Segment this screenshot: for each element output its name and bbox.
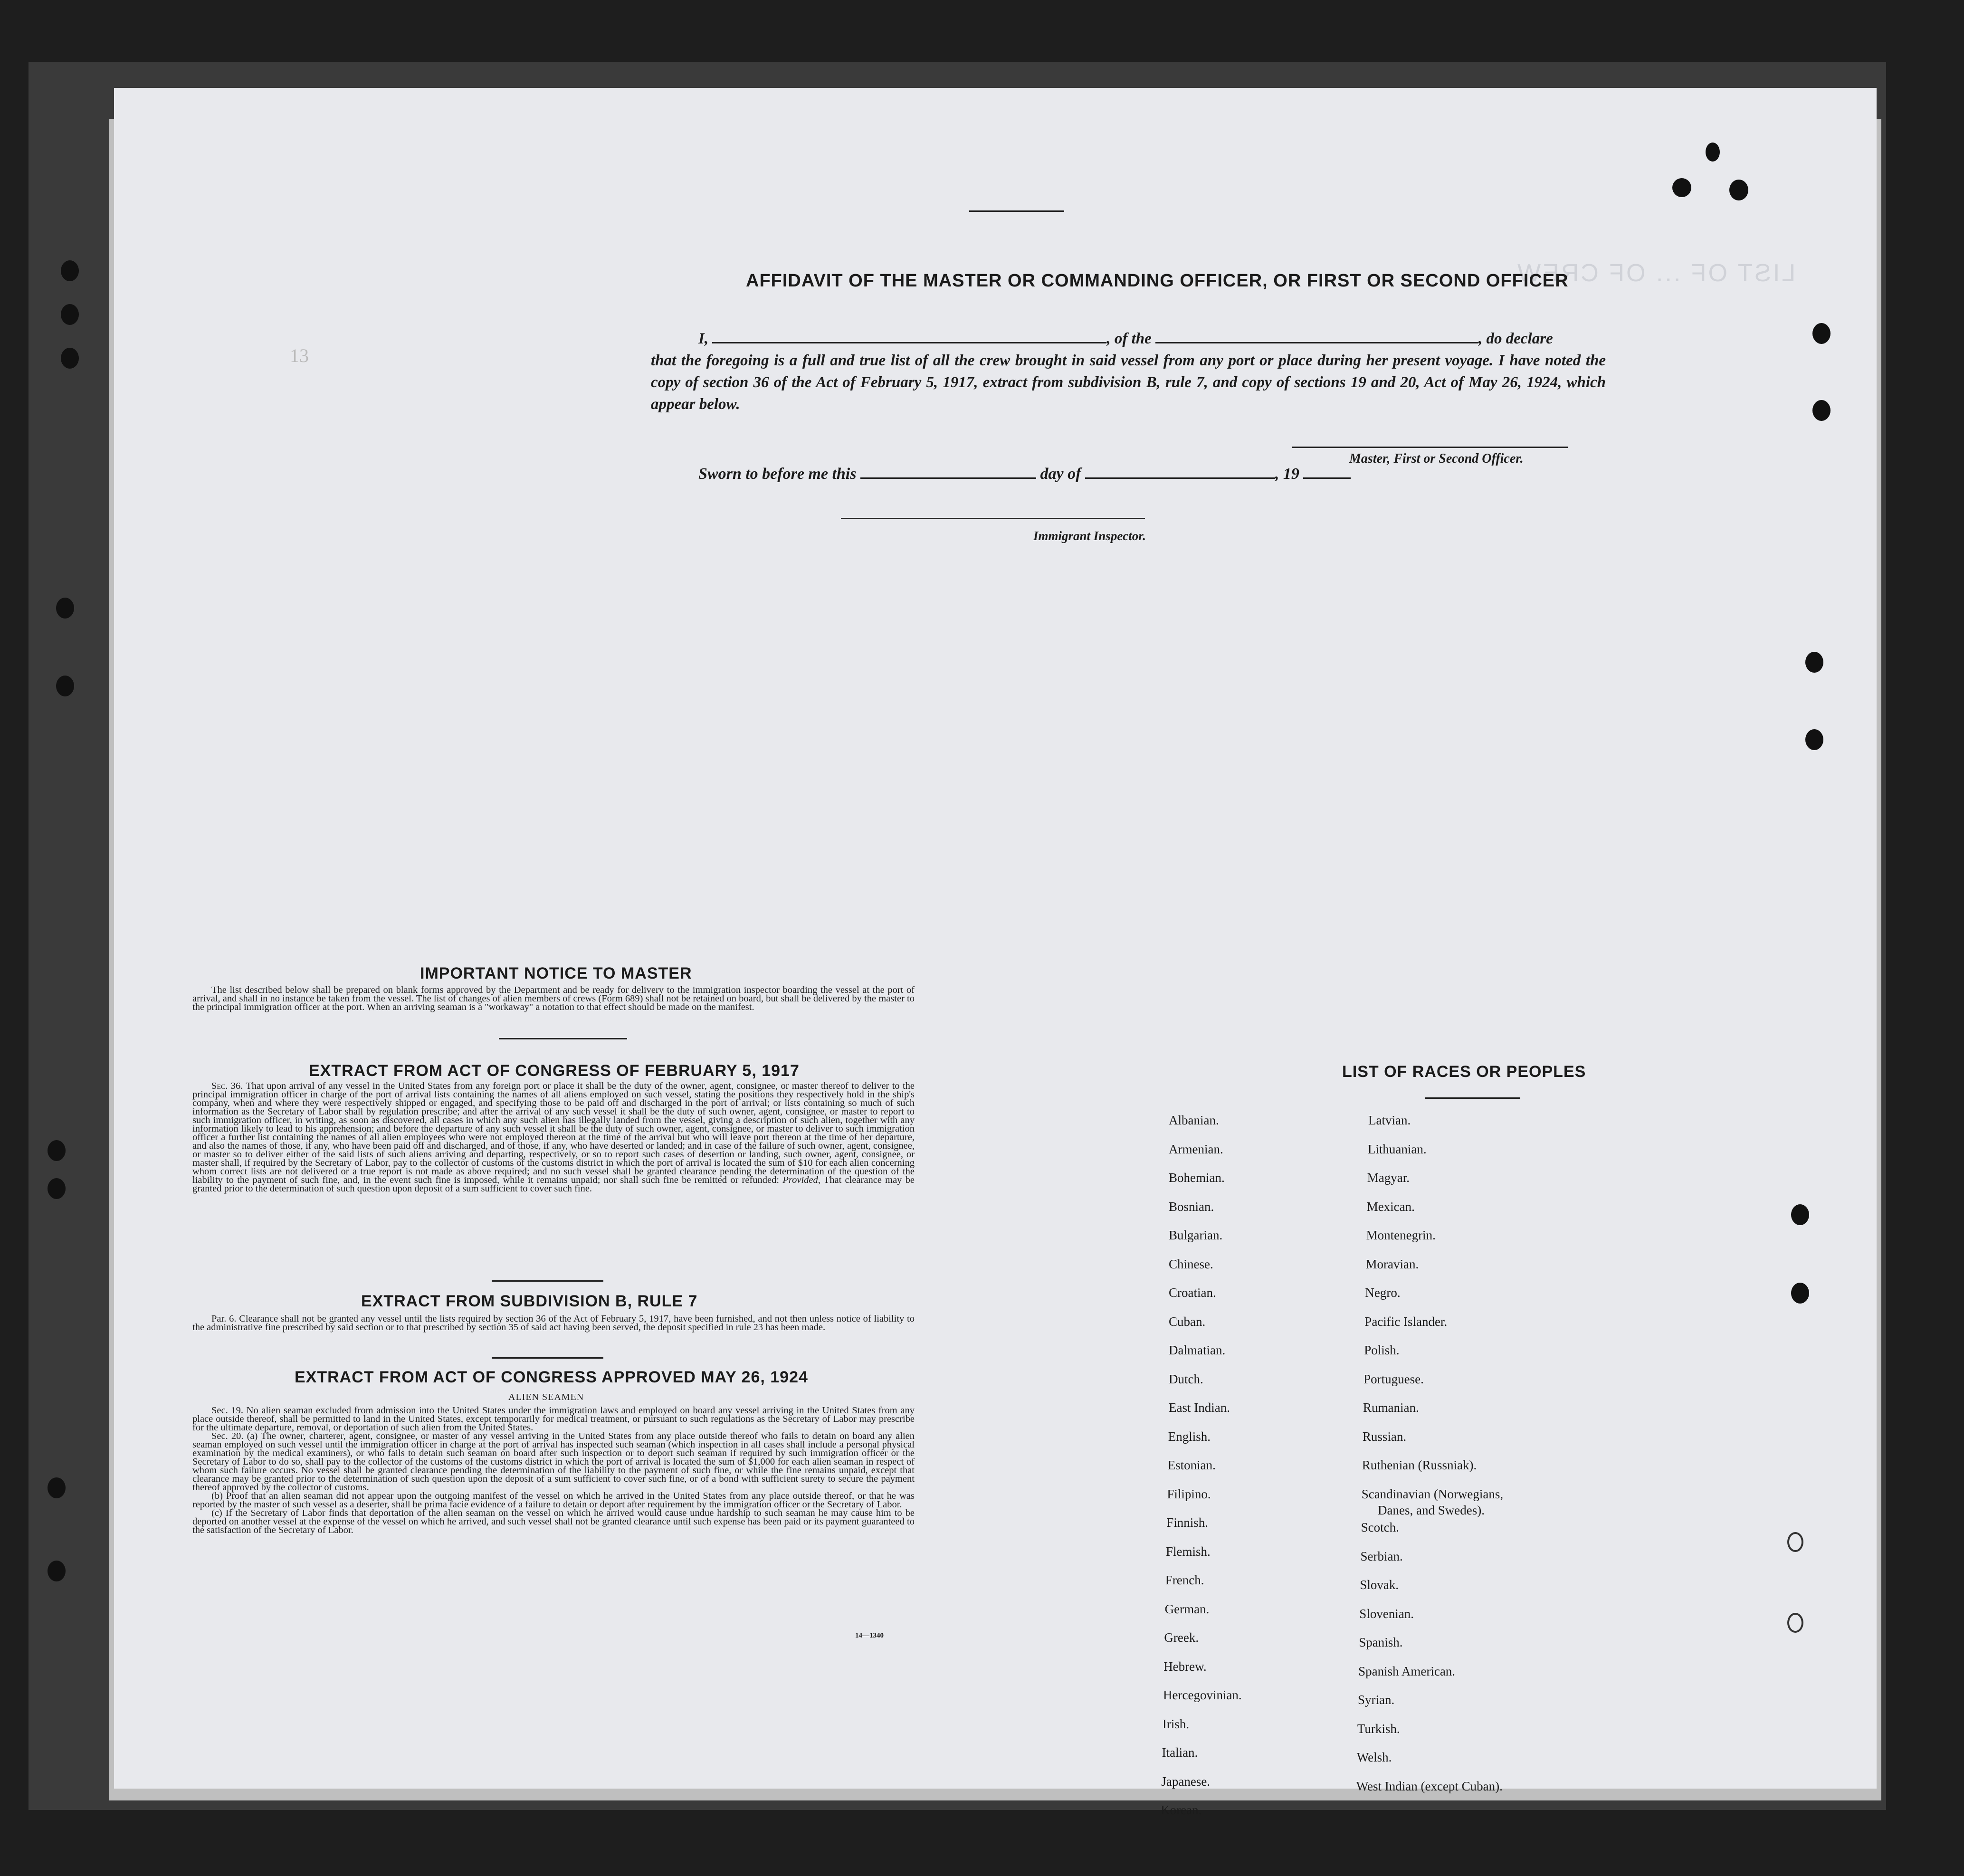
punch-hole xyxy=(1812,323,1831,344)
race-item: Russian. xyxy=(1362,1429,1407,1444)
race-item: Albanian. xyxy=(1169,1113,1219,1127)
punch-hole xyxy=(1706,143,1720,162)
punch-hole xyxy=(48,1477,66,1498)
races-title: LIST OF RACES OR PEOPLES xyxy=(1342,1063,1586,1081)
punch-hole xyxy=(48,1178,66,1199)
race-item: Bohemian. xyxy=(1169,1171,1225,1185)
race-item: Dutch. xyxy=(1169,1371,1203,1386)
race-item: Finnish. xyxy=(1166,1515,1208,1530)
race-item: Welsh. xyxy=(1356,1750,1392,1764)
of-the-label: , of the xyxy=(1106,330,1152,347)
punch-hole xyxy=(61,304,79,325)
punch-hole xyxy=(48,1561,66,1581)
extract-1917-title: EXTRACT FROM ACT OF CONGRESS OF FEBRUARY 5, 1917 xyxy=(309,1062,800,1080)
race-item: Chinese. xyxy=(1169,1257,1213,1271)
day-of-label: day of xyxy=(1040,465,1081,483)
race-item: Estonian. xyxy=(1167,1458,1216,1472)
provided-label: Provided, xyxy=(782,1175,820,1185)
race-item: Dalmatian. xyxy=(1169,1343,1226,1357)
extract-1917-text xyxy=(192,1082,915,1193)
race-item: West Indian (except Cuban). xyxy=(1356,1779,1503,1793)
punch-hole xyxy=(1805,652,1823,673)
punch-hole xyxy=(1805,729,1823,750)
extract-1924-text xyxy=(192,1406,915,1534)
rule7-title: EXTRACT FROM SUBDIVISION B, RULE 7 xyxy=(361,1292,698,1310)
form-number: 14—1340 xyxy=(855,1632,884,1639)
race-item: Negro. xyxy=(1365,1286,1401,1300)
document-page xyxy=(114,88,1877,1817)
races-rule xyxy=(1425,1097,1520,1099)
punch-hole xyxy=(61,348,79,369)
race-item: Lithuanian. xyxy=(1367,1142,1427,1156)
page-marker: 13 xyxy=(290,345,309,366)
sworn-year-blank[interactable] xyxy=(1303,463,1351,479)
race-item: French. xyxy=(1165,1573,1204,1587)
punch-hole xyxy=(1672,178,1691,197)
bleed-through-text: LIST OF ... OF CREW xyxy=(1516,259,1796,287)
sec-20c-text: (c) If the Secretary of Labor finds that deportation of the alien seaman on the vessel on which he arrived would cause undue hardship to such seaman he may cause him to be deported on another vessel at the expense of the vessel on which he arrived, and such vessel shall not be granted clearance until such expense has been paid or its payment guaranteed to the satisfaction of the Secretary of Labor. xyxy=(192,1508,915,1535)
title-rule xyxy=(969,210,1064,212)
sec-20a-text: Sec. 20. (a) The owner, charterer, agent, consignee, or master of any vessel arriving in the United States from any place outside thereof who fails to detain on board any alien seaman employed on such vessel until the immigration officer in charge at the port of arrival has inspected such seaman (which inspection in all cases shall include a personal physical examination by the medical examiners), or who fails to detain such seaman on board after such inspection or to deport such seaman if required by such immigration officer or the Secretary of Labor to do so, shall pay to the collector of the customs of the customs district in which the port of arrival is located the sum of $1,000 for each alien seaman in respect of whom such failure occurs. No vessel shall be granted clearance pending the determination of the liability to the payment of such fine, or while the fine remains unpaid, except that clearance may be granted prior to the determination of such question upon the deposit of a sum sufficient to cover such fine, or of a bond with sufficient surety to secure the payment thereof approved by the collector of customs. xyxy=(192,1431,915,1493)
notice-text: The list described below shall be prepared on blank forms approved by the Department and be ready for delivery to the immigration inspector boarding the vessel at the port of arrival, and shall in no instance be taken from the vessel. The list of changes of alien members of crews (Form 689) shall not be retained on board, but shall be delivered by the master to the principal immigration officer at the port. When an arriving seaman is a "workaway" a notation to that effect should be made on the manifest. xyxy=(192,985,915,1012)
race-item: Croatian. xyxy=(1169,1286,1216,1300)
race-item: Serbian. xyxy=(1360,1549,1403,1563)
inspector-label: Immigrant Inspector. xyxy=(1033,529,1146,543)
race-item: Hebrew. xyxy=(1163,1659,1207,1674)
affidavit-body xyxy=(651,328,1606,415)
extract-1924-title: EXTRACT FROM ACT OF CONGRESS APPROVED MAY 26, 1924 xyxy=(295,1368,808,1386)
race-item: Armenian. xyxy=(1169,1142,1223,1156)
year-label: , 19 xyxy=(1275,465,1299,483)
punch-hole xyxy=(1791,1204,1809,1225)
rule7-rule xyxy=(492,1357,603,1359)
affidavit-text: that the foregoing is a full and true list of all the crew brought in said vessel from any port or place during her present voyage. I have noted the copy of section 36 of the Act of February 5, 1917, extract from subdivision B, rule 7, and copy of sections 19 and 20, Act of May 26, 1924, which appear below. xyxy=(651,352,1606,413)
i-label: I, xyxy=(698,330,709,347)
race-item: Ruthenian (Russniak). xyxy=(1362,1458,1477,1472)
punch-hole xyxy=(56,676,74,696)
race-item: German. xyxy=(1164,1601,1210,1616)
race-item: Spanish American. xyxy=(1358,1664,1456,1678)
name-blank[interactable] xyxy=(712,328,1106,343)
sec-20b-text: (b) Proof that an alien seaman did not appear upon the outgoing manifest of the vessel on which he arrived in the United States from any place outside thereof, or that he was reported by the master of such vessel as a deserter, shall be prima facie evidence of a failure to detain or deport after requirement by the immigration officer or the Secretary of Labor. xyxy=(192,1491,915,1510)
race-item: Turkish. xyxy=(1357,1721,1400,1736)
race-item: Polish. xyxy=(1364,1343,1400,1357)
affidavit-title: AFFIDAVIT OF THE MASTER OR COMMANDING OFFICER, OR FIRST OR SECOND OFFICER xyxy=(746,271,1569,291)
race-item: Slovak. xyxy=(1360,1578,1399,1592)
race-item: Scandinavian (Norwegians, xyxy=(1361,1486,1504,1501)
race-item: Rumanian. xyxy=(1363,1400,1419,1415)
race-item: Slovenian. xyxy=(1359,1606,1414,1621)
race-item: Montenegrin. xyxy=(1366,1228,1436,1242)
vessel-blank[interactable] xyxy=(1155,328,1478,343)
race-item: Korean. xyxy=(1161,1803,1202,1817)
race-item: Bosnian. xyxy=(1169,1199,1214,1214)
sec-36-label: Sec. 36. xyxy=(211,1081,243,1091)
race-item: Greek. xyxy=(1164,1630,1199,1645)
sworn-line xyxy=(698,463,1351,483)
race-item: Cuban. xyxy=(1169,1314,1206,1329)
race-item: Danes, and Swedes). xyxy=(1378,1503,1485,1517)
rule7-text: Par. 6. Clearance shall not be granted any vessel until the lists required by section 36 of the Act of February 5, 1917, have been furnished, and not then unless notice of liability to the administrative fine prescribed by said section or to that prescribed by section 35 of said act having been served, the deposit specified in rule 23 has been made. xyxy=(192,1314,915,1333)
race-item: Scotch. xyxy=(1361,1520,1399,1534)
master-signature-line[interactable] xyxy=(1292,447,1568,448)
race-item: Pacific Islander. xyxy=(1364,1314,1448,1329)
race-item: Spanish. xyxy=(1359,1635,1403,1649)
race-item: English. xyxy=(1168,1429,1211,1444)
race-item: Flemish. xyxy=(1166,1544,1211,1559)
race-item: Mexican. xyxy=(1366,1199,1415,1214)
race-item: Italian. xyxy=(1162,1745,1198,1760)
punch-hole xyxy=(61,260,79,281)
race-item: Syrian. xyxy=(1358,1693,1395,1707)
race-item: Bulgarian. xyxy=(1169,1228,1223,1242)
notice-title: IMPORTANT NOTICE TO MASTER xyxy=(420,964,692,982)
race-item: Latvian. xyxy=(1368,1113,1411,1127)
punch-hole xyxy=(1729,180,1748,200)
inspector-signature-line[interactable] xyxy=(841,518,1145,519)
alien-seamen-subtitle: ALIEN SEAMEN xyxy=(508,1392,584,1402)
sworn-day-blank[interactable] xyxy=(860,463,1036,479)
race-item: Irish. xyxy=(1162,1716,1190,1731)
punch-hole xyxy=(1787,1613,1803,1633)
race-item: Moravian. xyxy=(1365,1257,1419,1271)
punch-hole xyxy=(48,1140,66,1161)
sworn-month-blank[interactable] xyxy=(1085,463,1275,479)
race-item: Filipino. xyxy=(1167,1486,1211,1501)
race-item: Magyar. xyxy=(1367,1171,1410,1185)
sec-36-end: That clearance may be granted prior to the determination of such question upon deposit of a sum sufficient to cover such fine. xyxy=(192,1175,915,1194)
punch-hole xyxy=(56,598,74,619)
do-declare-label: , do declare xyxy=(1478,330,1553,347)
punch-hole xyxy=(1787,1532,1803,1552)
master-label: Master, First or Second Officer. xyxy=(1349,451,1524,466)
punch-hole xyxy=(1812,400,1831,421)
race-item: Hercegovinian. xyxy=(1163,1688,1242,1702)
race-item: Japanese. xyxy=(1161,1774,1211,1789)
punch-hole xyxy=(1791,1283,1809,1304)
race-item: Portuguese. xyxy=(1363,1371,1424,1386)
notice-rule xyxy=(499,1038,627,1039)
sworn-label: Sworn to before me this xyxy=(698,465,857,483)
extract-1917-rule xyxy=(492,1280,603,1282)
sec-36-text: That upon arrival of any vessel in the United States from any foreign port or place it shall be the duty of the owner, agent, consignee, or master thereof to deliver to the principal immigration officer in charge of the port of arrival lists containing the names of all aliens employed on such vessel, stating the positions they respectively hold in the ship's company, when and where they were respectively shipped or engaged, and specifying those to be paid off and discharged in the port of arrival; or lists containing so much of such information as the Secretary of Labor shall by regulation prescribe; and after the arrival of any such vessel it shall be the duty of such owner, agent, consignee, or master to report to such immigration officer, in writing, as soon as discovered, all cases in which any such alien has illegally landed from the vessel, giving a description of such alien, together with any information likely to lead to his apprehension; and before the departure of any such vessel it shall be the duty of such owner, agent, consignee, or master to deliver to such immigration officer a further list containing the names of all alien employees who were not employed thereon at the time of the arrival but who will leave port thereon at the time of her departure, and also the names of those, if any, who have been paid off and discharged, and of those, if any, who have deserted or landed; and in case of the failure of such owner, agent, consignee, or master so to deliver either of the said lists of such aliens arriving and departing, respectively, or so to report such cases of desertion or landing, such owner, agent, consignee, or master shall, if required by the Secretary of Labor, pay to the collector of customs of the customs district in which the port of arrival is located the sum of $10 for each alien concerning whom correct lists are not delivered or a true report is not made as above required; and no such vessel shall be granted clearance pending the determination of the question of the liability to the payment of such fine, and, in the event such fine is imposed, while it remains unpaid; nor shall such fine be remitted or refunded: xyxy=(192,1081,915,1185)
sec-19-text: Sec. 19. No alien seaman excluded from admission into the United States under the immigration laws and employed on board any vessel arriving in the United States from any place outside thereof, shall be permitted to land in the United States, except temporarily for medical treatment, or pursuant to such regulations as the Secretary of Labor may prescribe for the ultimate departure, removal, or deportation of such alien from the United States. xyxy=(192,1405,915,1433)
race-item: East Indian. xyxy=(1169,1400,1230,1415)
